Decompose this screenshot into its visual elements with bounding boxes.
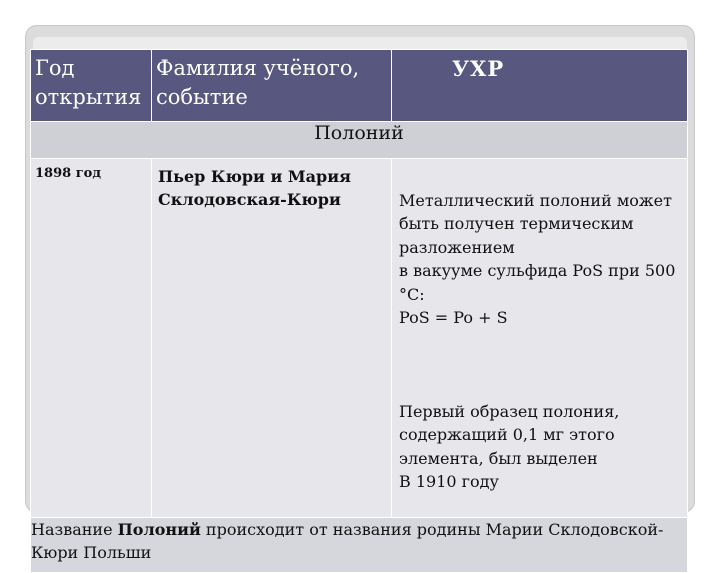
- section-title: Полоний: [31, 122, 688, 159]
- cell-year: 1898 год: [31, 159, 152, 518]
- table-row: [31, 159, 688, 518]
- header-scientist: Фамилия учёного, событие: [152, 50, 392, 122]
- cell-scientists: Пьер Кюри и Мария Склодовская-Кюри: [152, 159, 392, 518]
- footer-note: [31, 518, 688, 573]
- discovery-table: [30, 49, 688, 573]
- cell-reaction: [392, 159, 688, 518]
- header-year: Год открытия: [31, 50, 152, 122]
- footer-bold-word: Полоний: [117, 520, 201, 539]
- table-header-row: [31, 50, 688, 122]
- paragraph-gap: [399, 353, 681, 376]
- footer-prefix: Название: [31, 520, 118, 539]
- footer-row: [31, 518, 688, 573]
- first-sample-text: Первый образец полония, содержащий 0,1 мг этого элемента, был выделен В 1910 году: [399, 401, 620, 491]
- footer-suffix: происходит от названия родины Марии Склодовской-Кюри Польши: [31, 520, 664, 562]
- header-reaction: УХР: [392, 50, 688, 122]
- reaction-text: Металлический полоний может быть получен термическим разложением в вакууме сульфида PoS при 500 °C: PoS = Po + S: [399, 190, 676, 327]
- section-row: [31, 122, 688, 159]
